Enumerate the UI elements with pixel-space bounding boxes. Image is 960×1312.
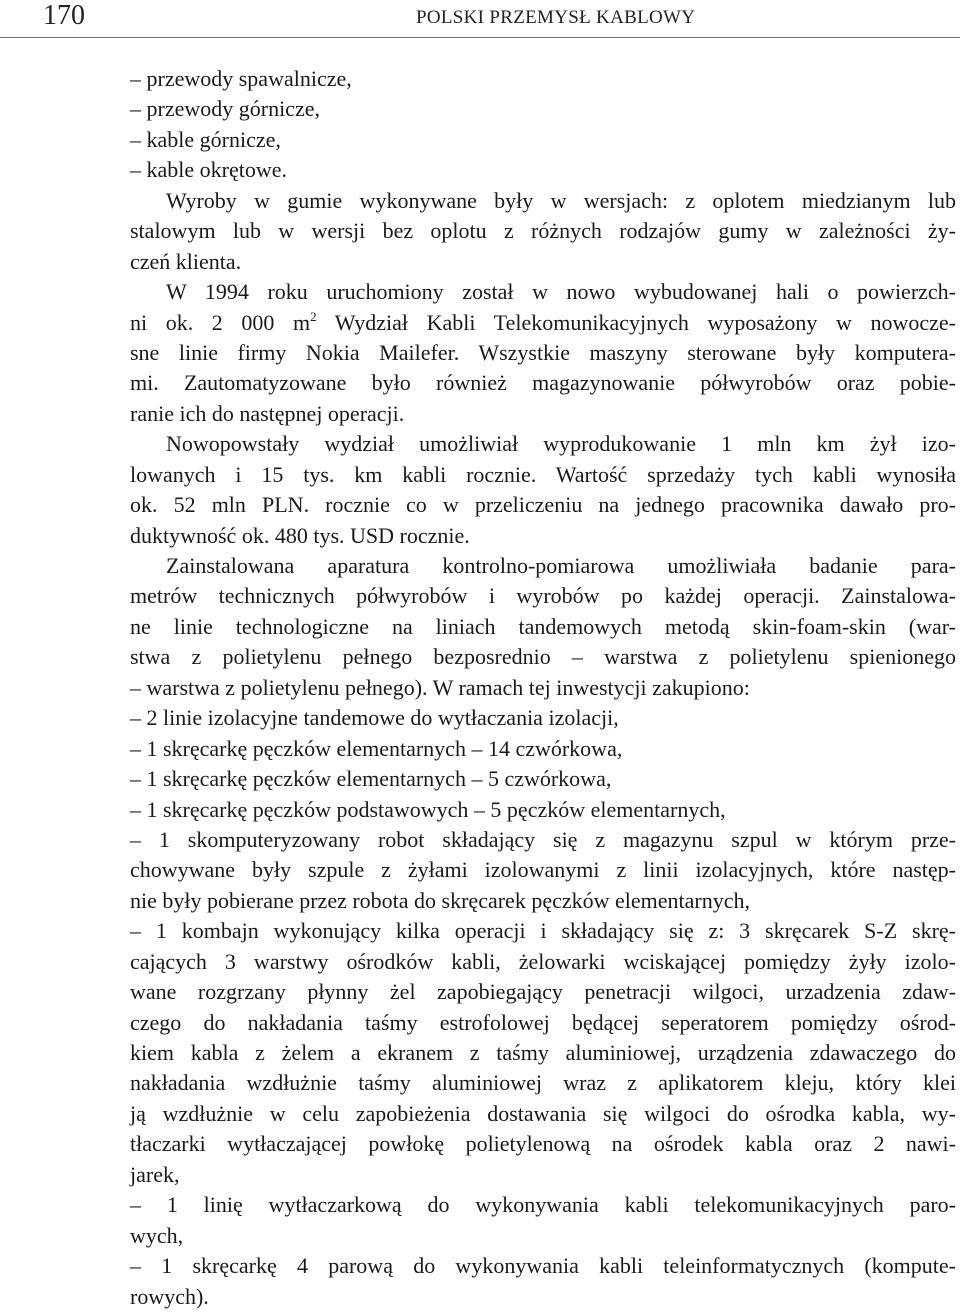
text-line: kiem kabla z żelem a ekranem z taśmy aluminiowej, urządzenia zdawaczego do <box>130 1040 956 1065</box>
list-item: – 1 skomputeryzowany robot składający się z magazynu szpul w którym prze- <box>130 826 956 852</box>
text-line: nie były pobierane przez robota do skręcarek pęczków elementarnych, <box>130 887 750 913</box>
header-rule <box>0 37 960 38</box>
text-line: Wyroby w gumie wykonywane były w wersjach: z oplotem miedzianym lub <box>166 187 956 213</box>
list-item: – przewody górnicze, <box>130 96 320 122</box>
text-line: – warstwa z polietylenu pełnego). W ramach tej inwestycji zakupiono: <box>130 674 750 700</box>
list-item: – kable okrętowe. <box>130 157 287 183</box>
list-item: – 1 linię wytłaczarkową do wykonywania kabli telekomunikacyjnych paro- <box>130 1192 956 1218</box>
text-line: czeń klienta. <box>130 248 242 274</box>
text-line: czego do nakładania taśmy estrofolowej będącej seperatorem pomiędzy ośrod- <box>130 1009 956 1035</box>
running-head: POLSKI PRZEMYSŁ KABLOWY <box>416 7 696 28</box>
text-line: lowanych i 15 tys. km kabli rocznie. Wartość sprzedaży tych kabli wynosiła <box>130 461 956 487</box>
list-item: – 1 kombajn wykonujący kilka operacji i składający się z: 3 skręcarek S-Z skrę- <box>130 918 956 944</box>
text-line: nakładania wzdłużnie taśmy aluminiowej wraz z aplikatorem kleju, który klei <box>130 1070 956 1096</box>
text-span: Wydział Kabli Telekomunikacyjnych wyposażony w nowocze- <box>316 309 956 335</box>
text-line: ne linie technologiczne na liniach tandemowych metodą skin-foam-skin (war- <box>130 613 956 639</box>
text-line: sne linie firmy Nokia Mailefer. Wszystkie maszyny sterowane były komputera- <box>130 339 956 365</box>
text-line: jarek, <box>130 1161 180 1187</box>
text-line: wane rozgrzany płynny żel zapobiegający penetracji wilgoci, urzadzenia zdaw- <box>130 979 956 1005</box>
text-line: Nowopowstały wydział umożliwiał wyprodukowanie 1 mln km żył izo- <box>166 431 956 457</box>
page-header <box>0 0 960 40</box>
text-line: stwa z polietylenu pełnego bezposrednio – warstwa z polietylenu spienionego <box>130 644 956 670</box>
text-line: stalowym lub w wersji bez oplotu z różnych rodzajów gumy w zależności ży- <box>130 218 956 244</box>
text-line: ok. 52 mln PLN. rocznie co w przeliczeniu na jednego pracownika dawało pro- <box>130 492 956 518</box>
text-line: cających 3 warstwy ośrodków kabli, żelowarki wciskającej pomiędzy żyły izolo- <box>130 948 956 974</box>
list-item: – 1 skręcarkę 4 parową do wykonywania kabli teleinformatycznych (kompute- <box>130 1253 956 1279</box>
text-line: metrów technicznych półwyrobów i wyrobów po każdej operacji. Zainstalowa- <box>130 583 956 609</box>
text-span: ni ok. 2 000 m <box>130 309 311 335</box>
text-line: rowych). <box>130 1283 209 1309</box>
text-line: Zainstalowana aparatura kontrolno-pomiarowa umożliwiała badanie para- <box>166 553 956 578</box>
text-line: ranie ich do następnej operacji. <box>130 400 405 426</box>
text-line: tłaczarki wytłaczającej powłokę polietylenową na ośrodek kabla oraz 2 nawi- <box>130 1131 956 1157</box>
list-item: – 1 skręcarkę pęczków elementarnych – 5 czwórkowa, <box>130 766 612 792</box>
text-line: duktywność ok. 480 tys. USD rocznie. <box>130 522 470 548</box>
list-item: – kable górnicze, <box>130 126 281 152</box>
superscript: 2 <box>310 308 317 324</box>
list-item: – 1 skręcarkę pęczków podstawowych – 5 pęczków elementarnych, <box>130 796 726 822</box>
list-item: – 2 linie izolacyjne tandemowe do wytłaczania izolacji, <box>130 705 619 731</box>
list-item: – 1 skręcarkę pęczków elementarnych – 14 czwórkowa, <box>130 735 623 761</box>
list-item: – przewody spawalnicze, <box>130 66 352 91</box>
text-line: wych, <box>130 1222 184 1248</box>
text-line: W 1994 roku uruchomiony został w nowo wybudowanej hali o powierzch- <box>166 279 956 305</box>
text-line: ją wzdłużnie w celu zapobieżenia dostawania się wilgoci do ośrodka kabla, wy- <box>130 1100 956 1126</box>
body-text <box>130 64 956 1312</box>
text-line <box>130 308 956 338</box>
text-line: mi. Zautomatyzowane było również magazynowanie półwyrobów oraz pobie- <box>130 370 956 396</box>
text-line: chowywane były szpule z żyłami izolowanymi z linii izolacyjnych, które następ- <box>130 857 956 883</box>
page-number: 170 <box>43 0 85 31</box>
